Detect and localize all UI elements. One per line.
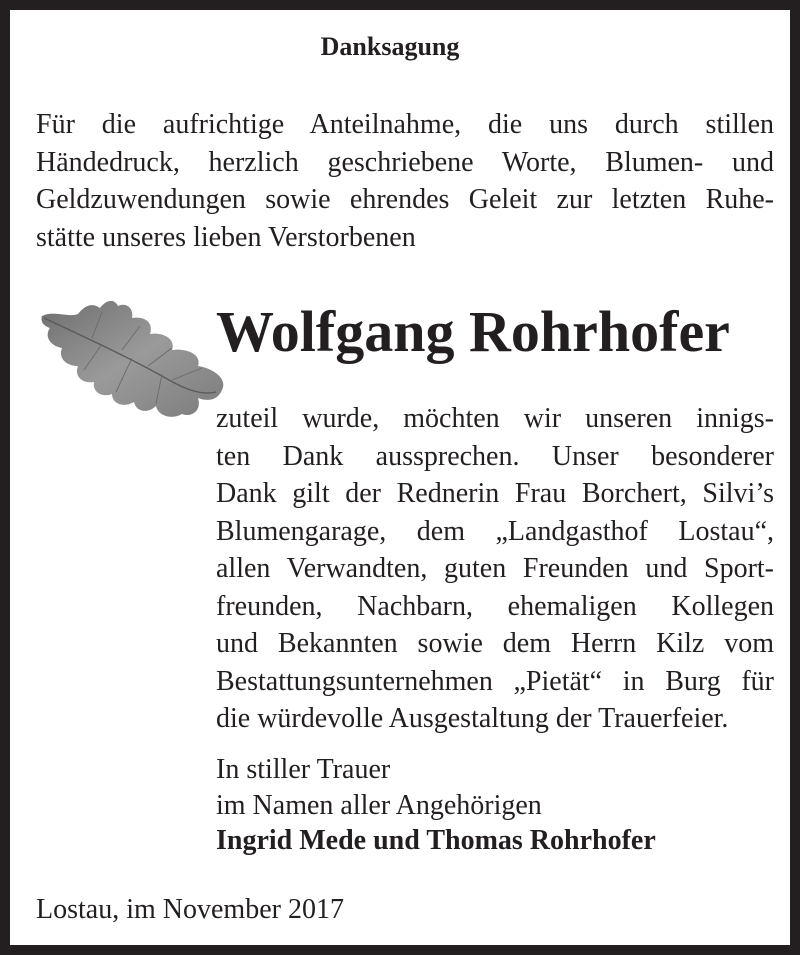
- intro-line: Für die aufrichtige Anteilnahme, die uns durch stillen: [36, 109, 774, 140]
- body-line: die würdevolle Ausgestaltung der Trauerfeier.: [216, 703, 729, 734]
- closing-block: [216, 752, 656, 859]
- closing-line: In stiller Trauer: [216, 754, 391, 785]
- oak-leaf-icon: [32, 292, 232, 422]
- deceased-name: Wolfgang Rohrhofer: [216, 299, 730, 364]
- thanks-paragraph: [216, 400, 774, 738]
- intro-paragraph: [36, 106, 774, 256]
- body-line: Dank gilt der Rednerin Frau Borchert, Silvi’s: [216, 478, 774, 509]
- body-line: Bestattungsunternehmen „Pietät“ in Burg für: [216, 665, 774, 697]
- notice-heading: Danksagung: [320, 32, 460, 61]
- body-line: Blumengarage, dem „Landgasthof Lostau“,: [216, 515, 774, 547]
- signature: Ingrid Mede und Thomas Rohrhofer: [216, 825, 656, 856]
- body-line: und Bekannten sowie dem Herrn Kilz vom: [216, 628, 774, 659]
- intro-line: stätte unseres lieben Verstorbenen: [36, 221, 416, 253]
- body-line: freunden, Nachbarn, ehemaligen Kollegen: [216, 590, 774, 622]
- intro-line: Geldzuwendungen sowie ehrendes Geleit zur letzten Ruhe-: [36, 184, 774, 215]
- body-line: zuteil wurde, möchten wir unseren innigs-: [216, 403, 774, 434]
- place-date: Lostau, im November 2017: [36, 894, 344, 925]
- oak-leaf-shape: [41, 301, 223, 417]
- intro-line: Händedruck, herzlich geschriebene Worte, Blumen- und: [36, 146, 774, 178]
- body-line: allen Verwandten, guten Freunden und Sport-: [216, 553, 774, 584]
- closing-line: im Namen aller Angehörigen: [216, 789, 542, 821]
- body-line: ten Dank aussprechen. Unser besonderer: [216, 440, 774, 472]
